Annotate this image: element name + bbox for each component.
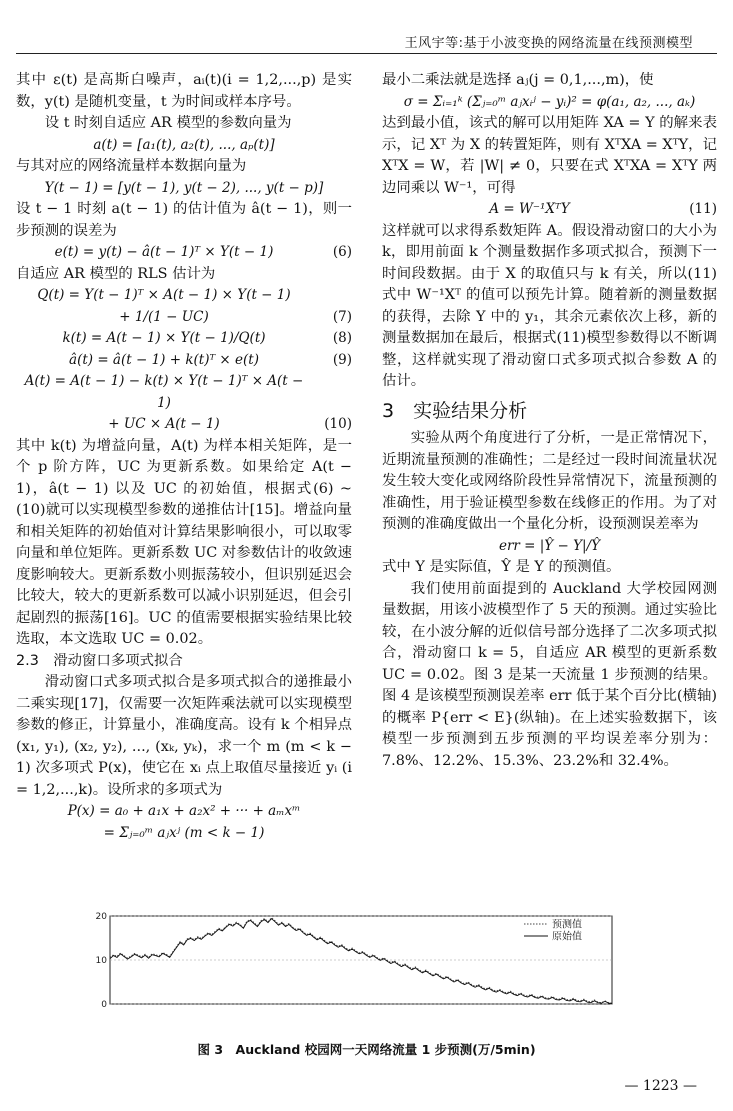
equation-10: A(t) = A(t − 1) − k(t) × Y(t − 1)ᵀ × A(t − 1) (24, 373, 304, 411)
paragraph: 其中 ε(t) 是高斯白噪声，aᵢ(t)(i = 1,2,...,p) 是实数，y(t) 是随机变量，t 为时间或样本序号。 (16, 72, 352, 110)
equation-6: e(t) = y(t) − â(t − 1)ᵀ × Y(t − 1) (6) (54, 244, 352, 260)
equation-10-cont: + UC × A(t − 1) (10) (108, 416, 352, 432)
running-title: 王风宇等:基于小波变换的网络流量在线预测模型 (404, 36, 693, 51)
legend-label: 预测值 (552, 919, 582, 931)
paragraph: 实验从两个角度进行了分析，一是正常情况下，近期流量预测的准确性；二是经过一段时间流量状况发生较大变化或网络阶段性异常情况下，流量预测的准确性，用于验证模型参数在线修正的作用。为了对预测的准确度做出一个量化分析，设预测误差率为 (382, 430, 717, 532)
equation-poly: P(x) = a₀ + a₁x + a₂x² + ··· + aₘxᵐ (67, 803, 301, 819)
line-chart (90, 910, 618, 1012)
equation-9: â(t) = â(t − 1) + k(t)ᵀ × e(t) (9) (69, 351, 352, 368)
plot-frame (110, 916, 612, 1004)
paragraph: 设 t 时刻自适应 AR 模型的参数向量为 (44, 115, 292, 131)
paragraph: 我们使用前面提到的 Auckland 大学校园网测量数据，用该小波模型作了 5 天的预测。通过实验比较，在小波分解的近似信号部分选择了二次多项式拟合，滑动窗口 k = 5，自适应 AR 模型的更新系数 UC = 0.02。图 3 是某一天流量 1 步预测的结果。图 4 是该模型预测误差率 err 低于某个百分比(横轴)的概率 P{err < E}(纵轴)。在上述实验数据下，该模型一步预测到五步预测的平均误差率分别为：7.8%、12.2%、15.3%、23.2%和 32.4%。 (382, 580, 717, 769)
paragraph: 式中 Y 是实际值，Ŷ 是 Y 的预测值。 (382, 559, 621, 575)
y-tick-label: 20 (95, 912, 107, 922)
equation-11: A = W⁻¹XᵀY (11) (489, 201, 717, 217)
equation-err: err = |Ŷ − Y|/Ŷ (498, 537, 601, 554)
y-tick-label: 0 (101, 1000, 107, 1010)
paragraph: 达到最小值，该式的解可以用矩阵 XA = Y 的解来表示，记 Xᵀ 为 X 的转置矩阵，则有 XᵀXA = XᵀY，记 XᵀX = W，若 |W| ≠ 0，只要在式 XᵀXA = XᵀY 两边同乘以 W⁻¹，可得 (382, 115, 717, 196)
equation: Y(t − 1) = [y(t − 1), y(t − 2), ..., y(t − p)] (44, 179, 324, 196)
equation-7-cont: + 1/(1 − UC) (7) (119, 308, 352, 325)
paragraph: 这样就可以求得系数矩阵 A。假设滑动窗口的大小为 k，即用前面 k 个测量数据作多项式拟合，预测下一时间段数据。由于 X 的取值只与 k 有关，所以(11)式中 W⁻¹Xᵀ 的值可以预先计算。随着新的测量数据的获得，去除 Y 中的 y₁，其余元素依次上移，新的测量数据加在最后，根据式(11)模型参数得以不断调整，这样就实现了滑动窗口式多项式拟合参数 A 的估计。 (382, 222, 717, 389)
left-column (16, 70, 352, 844)
equation-7: Q(t) = Y(t − 1)ᵀ × A(t − 1) × Y(t − 1) (37, 287, 291, 303)
paragraph: 滑动窗口式多项式拟合是多项式拟合的递推最小二乘实现[17]，仅需要一次矩阵乘法就可以实现模型参数的修正，计算量小，准确度高。设有 k 个相异点(x₁, y₁), (x₂, y₂), ..., (xₖ, yₖ)，求一个 m (m < k − 1) 次多项式 P(x)，使它在 xᵢ 点上取值尽量接近 yᵢ (i = 1,2,...,k)。设所求的多项式为 (16, 674, 352, 798)
section-heading-2-3: 2.3 滑动窗口多项式拟合 (16, 652, 183, 669)
series-line-1 (110, 918, 612, 1003)
paragraph: 与其对应的网络流量样本数据向量为 (16, 158, 247, 174)
paragraph: 自适应 AR 模型的 RLS 估计为 (16, 265, 216, 282)
paragraph: 设 t − 1 时刻 a(t − 1) 的估计值为 â(t − 1)，则一步预测的误差为 (16, 201, 352, 239)
y-tick-label: 10 (95, 956, 107, 966)
page-number: — 1223 — (624, 1078, 697, 1094)
header-rule (16, 53, 717, 54)
legend-label: 原始值 (552, 931, 582, 943)
equation: a(t) = [a₁(t), a₂(t), ..., aₚ(t)] (93, 136, 275, 153)
figure-3-chart (90, 910, 618, 1012)
equation-sigma: σ = Σᵢ₌₁ᵏ (Σⱼ₌₀ᵐ aⱼxᵢʲ − yᵢ)² = φ(a₁, a₂, ..., aₖ) (403, 93, 696, 110)
equation-poly-sum: = Σⱼ₌₀ᵐ aⱼxʲ (m < k − 1) (103, 824, 265, 841)
series-line-2 (110, 919, 612, 1004)
right-column (382, 70, 717, 772)
equation-8: k(t) = A(t − 1) × Y(t − 1)/Q(t) (8) (62, 330, 352, 346)
paragraph: 最小二乘法就是选择 aⱼ(j = 0,1,...,m)，使 (382, 72, 654, 88)
paragraph: 其中 k(t) 为增益向量，A(t) 为样本相关矩阵，是一个 p 阶方阵，UC 为更新系数。如果给定 A(t − 1)，â(t − 1) 以及 UC 的初始值，根据式(6) ~ (10)就可以实现模型参数的递推估计[15]。增益向量和相关矩阵的初始值对计算结果影响很小，可以取零向量和单位矩阵。更新系数 UC 对参数估计的收敛速度影响较大。更新系数小则振荡较小，但识别延迟会比较大，较大的更新系数可以减小识别延迟，但会引起剧烈的振荡[16]。UC 的值需要根据实验结果比较选取，本文选取 UC = 0.02。 (16, 437, 352, 647)
section-heading-3: 3 实验结果分析 (382, 399, 528, 422)
page-header (0, 0, 733, 60)
figure-caption: 图 3 Auckland 校园网一天网络流量 1 步预测(万/5min) (197, 1042, 536, 1057)
